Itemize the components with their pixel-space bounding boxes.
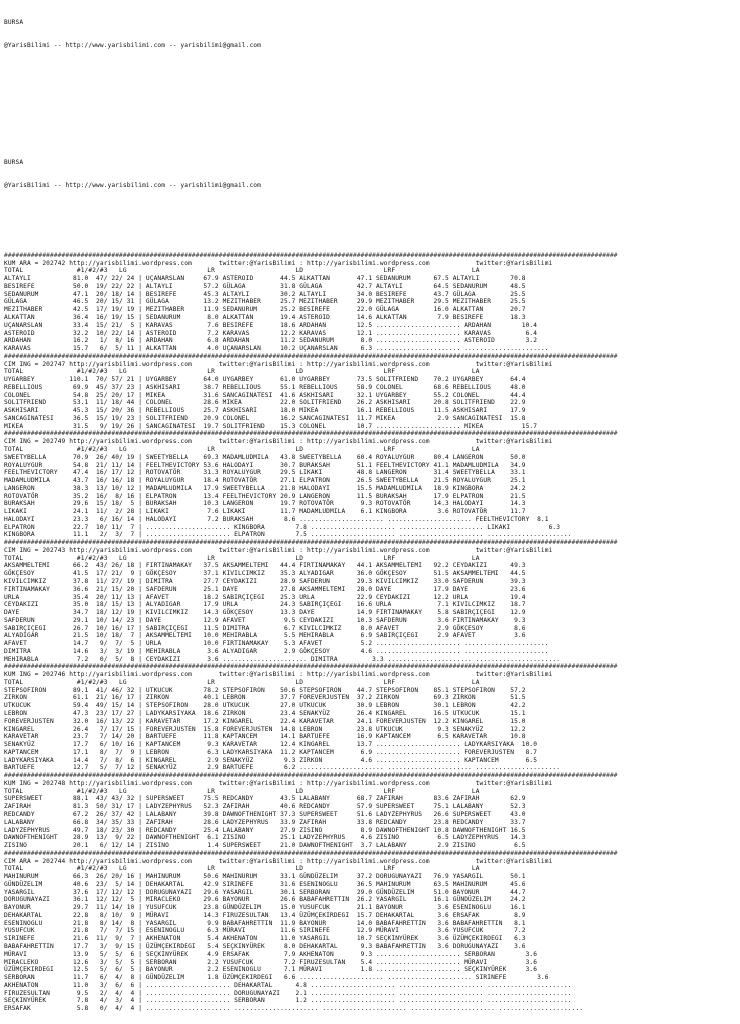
column-header: TOTAL #1/#2/#3 LG LR LD LRF LA	[4, 787, 480, 795]
table-row: LALABANY 66.8 34/ 35/ 33 | ZAFIRAH 28.6 LADYZEPHYRUS 33.9 ZAFIRAH 33.8 REDCANDY 23.8 REDCANDY 33.7	[4, 818, 526, 826]
table-row: SEDANURUM 47.1 20/ 18/ 14 | BESIREFE 45.3 ALTAYLI 30.2 ALTAYLI 34.0 BESIREFE 43.7 GÜLAGA 25.5	[4, 290, 526, 298]
blank-line	[4, 65, 618, 73]
table-row: CEYDAKIZI 35.0 18/ 15/ 13 | ALYADIGAR 17.9 URLA 24.3 SABIRÇIÇEGI 16.6 URLA 7.1 KIVILCIMKIZ 18.7	[4, 601, 526, 609]
table-row: ARDAHAN 16.2 1/ 8/ 16 | ARDAHAN 6.8 ARDAHAN 11.2 SEDANURUM 8.0 ...................... ASTEROID 3.2	[4, 337, 538, 345]
table-row: KAPTANCEM 17.1 8/ 7/ 9 | LEBRON 6.3 LADYKARSIYAKA 11.2 KAPTANCEM 6.9 ...................... FOREVERJUSTEN 8.7	[4, 748, 538, 756]
header-contact: @YarisBilimi -- http://www.yarisbilimi.com -- yarisbilimi@gmail.com	[4, 41, 261, 49]
table-row: AKSAMMELTEMI 66.2 43/ 26/ 18 | FIRTINAMAKAY 37.5 AKSAMMELTEMI 44.4 FIRTINAMAKAY 44.1 AKSAMMELTEMI 92.2 CEYDAKIZI 49.3	[4, 562, 526, 570]
table-row: AKHENATON 11.0 3/ 6/ 6 | ...................... DEHAKARTAL 4.8 ...................... ...................... ......................	[4, 981, 572, 989]
table-row: REBELLIOUS 69.9 45/ 37/ 23 | ASKHISARI 38.7 REBELLIOUS 55.1 REBELLIOUS 58.9 COLONEL 68.6 REBELLIOUS 48.0	[4, 383, 526, 391]
table-row: MEZITHABER 42.5 17/ 19/ 19 | MEZITHABER 11.9 SEDANURUM 25.2 BESIREFE 22.0 GÜLAGA 16.0 ALKATTAN 20.7	[4, 306, 526, 314]
table-row: GÖKÇESOY 41.5 17/ 21/ 9 | GÖKÇESOY 37.1 KIVILCIMKIZ 35.3 ALYADIGAR 36.0 GÖKÇESOY 51.5 AKSAMMELTEMI 44.5	[4, 570, 526, 578]
table-row: ROTOVATÖR 35.2 16/ 8/ 16 | ELPATRON 13.4 FEELTHEVICTORY 20.9 LANGERON 11.5 BURAKSAH 17.9 ELPATRON 21.5	[4, 492, 526, 500]
table-row: DORUGUNAYAZI 36.1 12/ 12/ 5 | MIRACLEKO 29.6 BAYONUR 26.6 BABAFAHRETTIN 26.2 YASARGIL 16.1 GÜNDÜZELIM 24.2	[4, 896, 526, 904]
table-row: ÜZÜMÇEKIRDEGI 12.5 5/ 6/ 5 | BAYONUR 2.2 ESENINOGLU 7.1 MÜRAVI 1.8 ...................... SEÇKINYÜREK 3.6	[4, 966, 538, 974]
race-block	[4, 353, 618, 431]
table-row: BESIREFE 50.0 19/ 22/ 22 | ALTAYLI 57.2 GÜLAGA 31.8 GÜLAGA 42.7 ALTAYLI 64.5 SEDANURUM 48.5	[4, 282, 526, 290]
races-container	[4, 252, 618, 1013]
race-block	[4, 850, 618, 1013]
table-row: SIRINEFE 21.6 11/ 9/ 7 | AKHENATON 5.4 AKHENATON 11.0 YASARGIL 10.7 SEÇKINYÜREK 3.6 ÜZÜMÇEKIRDEGI 6.3	[4, 935, 526, 943]
table-row: SERBORAN 11.7 6/ 4/ 8 | GÜNDÜZELIM 1.8 ÜZÜMÇEKIRDEGI 6.6 ...................... ...................... SIRINEFE 3.6	[4, 974, 549, 982]
table-row: SANCAGINATESI 36.5 15/ 19/ 23 | SOLITFRIEND 20.9 COLONEL 16.2 SANCAGINATESI 11.7 MIKEA 2.9 SANCAGINATESI 15.8	[4, 414, 526, 422]
separator-line: ################################################################################################################################################################	[4, 251, 618, 259]
table-row: LADYZEPHYRUS 49.7 18/ 23/ 30 | REDCANDY 25.4 LALABANY 27.9 ZISINO 8.9 DAWNOFTHENIGHT 10.8 DAWNOFTHENIGHT 16.5	[4, 826, 526, 834]
separator-line: ################################################################################################################################################################	[4, 663, 618, 671]
column-header: TOTAL #1/#2/#3 LG LR LD LRF LA	[4, 865, 480, 873]
race-title: CIM ING = 202743 http://yarisbilimi.wordpress.com twitter:@YarisBilimi : http://yarisbilimi.wordpress.com twitter:@YarisBilimi	[4, 546, 553, 554]
table-row: MÜRAVI 13.9 5/ 5/ 6 | SEÇKINYÜREK 4.9 ERSAFAK 7.9 AKHENATON 9.3 ...................... SERBORAN 3.6	[4, 950, 538, 958]
table-row: STEPSOFIRON 89.1 41/ 46/ 32 | UTKUCUK 78.2 STEPSOFIRON 50.6 STEPSOFIRON 44.7 STEPSOFIRON 85.1 STEPSOFIRON 57.2	[4, 686, 526, 694]
table-row: ESENINOGLU 21.8 8/ 14/ 8 | YASARGIL 9.9 BABAFAHRETTIN 11.9 BAYONUR 14.0 BABAFAHRETTIN 3.6 BABAFAHRETTIN 8.1	[4, 919, 526, 927]
blank-line	[4, 229, 618, 237]
column-header: TOTAL #1/#2/#3 LG LR LD LRF LA	[4, 368, 480, 376]
race-block	[4, 772, 618, 850]
table-row: HALODAYI 23.3 6/ 16/ 14 | HALODAYI 7.2 BURAKSAH 8.6 ...................... ...................... FEELTHEVICTORY 8.1	[4, 515, 549, 523]
table-row: ASTEROID 32.2 10/ 22/ 14 | ASTEROID 7.2 KARAVAS 12.2 KARAVAS 12.1 ...................... KARAVAS 6.4	[4, 329, 538, 337]
separator-line: ################################################################################################################################################################	[4, 539, 618, 547]
table-row: YASARGIL 37.6 17/ 12/ 12 | DORUGUNAYAZI 29.6 YASARGIL 30.1 SERBORAN 29.0 GÜNDÜZELIM 51.0 BAYONUR 44.7	[4, 888, 526, 896]
race-block	[4, 252, 618, 353]
table-row: URLA 35.4 20/ 11/ 13 | AFAVET 18.2 SABIRÇIÇEGI 25.3 URLA 22.9 CEYDAKIZI 12.2 URLA 19.4	[4, 593, 526, 601]
table-row: GÜLAGA 46.5 20/ 15/ 31 | GÜLAGA 13.2 MEZITHABER 25.7 MEZITHABER 29.9 MEZITHABER 29.5 MEZITHABER 25.5	[4, 298, 526, 306]
table-row: SOLITFRIEND 53.1 11/ 18/ 44 | COLONEL 28.6 MIKEA 22.0 SOLITFRIEND 26.2 ASKHISARI 20.8 SOLITFRIEND 22.9	[4, 399, 526, 407]
header-name: BURSA	[4, 18, 24, 26]
table-row: GÜNDÜZELIM 40.6 23/ 5/ 14 | DEHAKARTAL 42.9 SIRINEFE 31.6 ESENINOGLU 36.5 MAHINURUM 63.5 MAHINURUM 45.6	[4, 880, 526, 888]
table-row: DAWNOFTHENIGHT 28.9 13/ 9/ 22 | DAWNOFTHENIGHT 6.1 ZISINO 25.1 LADYZEPHYRUS 4.6 ZISINO 6.5 LADYZEPHYRUS 14.3	[4, 834, 526, 842]
table-row: MIRACLEKO 12.6 3/ 5/ 5 | SERBORAN 2.2 YUSUFCUK 7.2 FIRUZESULTAN 5.4 ...................... MÜRAVI 3.6	[4, 958, 538, 966]
column-header: TOTAL #1/#2/#3 LG LR LD LRF LA	[4, 554, 480, 562]
race-title: KUM ARA = 202742 http://yarisbilimi.wordpress.com twitter:@YarisBilimi : http://yarisbilimi.wordpress.com twitter:@YarisBilimi	[4, 259, 553, 267]
table-row: FIRUZESULTAN 9.5 2/ 4/ 4 | ...................... DORUGUNAYAZI 2.1 ...................... ...................... ......................	[4, 989, 572, 997]
table-row: MEHIRABLA 7.2 0/ 5/ 8 | CEYDAKIZI 3.6 ...................... DIMITRA 3.3 ...................... ......................	[4, 655, 561, 663]
table-row: ALKATTAN 36.4 16/ 19/ 15 | SEDANURUM 8.0 ALKATTAN 19.4 ASTEROID 14.6 ALKATTAN 7.9 BESIREFE 18.3	[4, 313, 526, 321]
table-row: COLONEL 54.8 25/ 20/ 17 | MIKEA 31.6 SANCAGINATESI 41.6 ASKHISARI 32.1 UYGARBEY 55.2 COLONEL 44.4	[4, 391, 526, 399]
race-title: CIM ING = 202747 http://yarisbilimi.wordpress.com twitter:@YarisBilimi : http://yarisbilimi.wordpress.com twitter:@YarisBilimi	[4, 360, 553, 368]
table-row: FEELTHEVICTORY 47.4 16/ 17/ 12 | ROTOVATÖR 31.3 ROYALUYGUR 29.5 LIKAKI 48.8 LANGERON 31.4 SWEETYBELLA 33.1	[4, 469, 526, 477]
separator-line: ################################################################################################################################################################	[4, 352, 618, 360]
table-row: ZIRKON 61.1 21/ 16/ 17 | ZIRKON 40.1 LEBRON 37.7 FOREVERJUSTEN 37.2 ZIRKON 69.3 ZIRKON 51.5	[4, 694, 526, 702]
race-stats-document	[4, 3, 618, 1021]
table-row: KARAVETAR 23.7 7/ 14/ 20 | BARTUEFE 11.8 KAPTANCEM 14.1 BARTUEFE 16.9 KAPTANCEM 6.5 KARAVETAR 10.8	[4, 733, 526, 741]
table-row: YUSUFCUK 21.8 7/ 7/ 15 | ESENINOGLU 6.3 MÜRAVI 11.6 SIRINEFE 12.9 MÜRAVI 3.6 YUSUFCUK 7.2	[4, 927, 526, 935]
table-row: FIRTINAMAKAY 36.6 21/ 15/ 20 | SAFDERUN 25.1 DAYE 27.8 AKSAMMELTEMI 28.0 DAYE 17.9 DAYE 23.6	[4, 585, 526, 593]
table-row: LANGERON 38.3 13/ 10/ 12 | MADAMLUDMILA 17.9 SWEETYBELLA 21.8 HALODAYI 15.5 MADAMLUDMILA 18.9 KINGBORA 24.2	[4, 484, 526, 492]
table-row: ELPATRON 22.7 10/ 11/ 7 | ...................... KINGBORA 7.8 ...................... ...................... LIKAKI 6.3	[4, 523, 561, 531]
header-contact-repeat: @YarisBilimi -- http://www.yarisbilimi.com -- yarisbilimi@gmail.com	[4, 181, 261, 189]
table-row: UTKUCUK 59.4 49/ 15/ 14 | STEPSOFIRON 28.0 UTKUCUK 27.0 UTKUCUK 30.9 LEBRON 30.1 LEBRON 42.2	[4, 702, 526, 710]
blank-line	[4, 135, 618, 143]
table-row: BABAFAHRETTIN 17.7 3/ 9/ 15 | ÜZÜMÇEKIRDEGI 5.4 SEÇKINYÜREK 8.0 DEHAKARTAL 9.3 BABAFAHRETTIN 3.6 DORUGUNAYAZI 3.6	[4, 942, 526, 950]
race-block	[4, 663, 618, 772]
table-row: MAHINURUM 66.3 26/ 20/ 16 | MAHINURUM 50.6 MAHINURUM 33.1 GÜNDÜZELIM 37.2 DORUGUNAYAZI 76.9 YASARGIL 50.1	[4, 873, 526, 881]
table-row: DAYE 34.7 18/ 12/ 19 | KIVILCIMKIZ 14.3 GÖKÇESOY 13.3 DAYE 14.9 FIRTINAMAKAY 5.8 SABIRÇIÇEGI 12.9	[4, 609, 526, 617]
race-block	[4, 430, 618, 539]
table-row: AFAVET 14.7 9/ 7/ 5 | URLA 10.0 FIRTINAMAKAY 5.3 AFAVET 5.2 ...................... ......................	[4, 640, 549, 648]
table-row: SUPERSWEET 88.1 43/ 43/ 32 | SUPERSWEET 75.5 REDCANDY 43.5 LALABANY 68.7 ZAFIRAH 83.6 ZAFIRAH 62.9	[4, 795, 526, 803]
race-title: KUM ING = 202746 http://yarisbilimi.wordpress.com twitter:@YarisBilimi : http://yarisbilimi.wordpress.com twitter:@YarisBilimi	[4, 671, 553, 679]
table-row: REDCANDY 67.2 26/ 37/ 42 | LALABANY 39.8 DAWNOFTHENIGHT 37.3 SUPERSWEET 51.6 LADYZEPHYRUS 26.6 SUPERSWEET 43.0	[4, 810, 526, 818]
table-row: ZISINO 20.1 6/ 12/ 14 | ZISINO 1.4 SUPERSWEET 21.0 DAWNOFTHENIGHT 3.7 LALABANY 2.9 ZISINO 6.5	[4, 842, 526, 850]
table-row: UYGARBEY 110.1 70/ 57/ 21 | UYGARBEY 64.0 UYGARBEY 61.0 UYGARBEY 73.5 SOLITFRIEND 70.2 UYGARBEY 64.4	[4, 376, 526, 384]
table-row: SEÇKINYÜREK 7.8 4/ 3/ 4 | ...................... SERBORAN 1.2 ...................... ...................... ......................	[4, 997, 572, 1005]
blank-line	[4, 205, 618, 213]
table-row: SWEETYBELLA 70.9 26/ 40/ 19 | SWEETYBELLA 69.3 MADAMLUDMILA 43.8 SWEETYBELLA 60.4 ROYALUYGUR 80.4 LANGERON 50.0	[4, 453, 526, 461]
table-row: DEHAKARTAL 22.8 8/ 10/ 9 | MÜRAVI 14.3 FIRUZESULTAN 13.4 ÜZÜMÇEKIRDEGI 15.7 DEHAKARTAL 3.6 ERSAFAK 8.9	[4, 911, 526, 919]
table-row: KARAVAS 15.7 6/ 5/ 11 | ALKATTAN 4.0 UÇANARSLAN 10.2 UÇANARSLAN 6.3 ...................... ......................	[4, 345, 549, 353]
table-row: KINGBORA 11.1 2/ 3/ 7 | ...................... ELPATRON 7.5 ...................... ...................... ......................	[4, 531, 572, 539]
table-row: LIKAKI 24.1 11/ 2/ 28 | LIKAKI 7.6 LIKAKI 11.7 MADAMLUDMILA 6.1 KINGBORA 3.6 ROTOVATÖR 11.7	[4, 508, 526, 516]
separator-line: ################################################################################################################################################################	[4, 430, 618, 438]
table-row: ASKHISARI 45.3 15/ 20/ 36 | REBELLIOUS 25.7 ASKHISARI 18.0 MIKEA 16.1 REBELLIOUS 11.5 ASKHISARI 17.9	[4, 407, 526, 415]
table-row: FOREVERJUSTEN 32.0 16/ 13/ 22 | KARAVETAR 17.2 KINGAREL 22.4 KARAVETAR 24.1 FOREVERJUSTEN 12.2 KINGAREL 15.0	[4, 717, 526, 725]
table-row: MADAMLUDMILA 43.7 16/ 16/ 18 | ROYALUYGUR 18.4 ROTOVATÖR 27.1 ELPATRON 26.5 SWEETYBELLA 21.5 ROYALUYGUR 25.1	[4, 477, 526, 485]
table-row: ZAFIRAH 81.3 50/ 31/ 17 | LADYZEPHYRUS 52.3 ZAFIRAH 40.6 REDCANDY 57.9 SUPERSWEET 75.1 LALABANY 52.3	[4, 803, 526, 811]
header-name-repeat: BURSA	[4, 158, 24, 166]
table-row: SABIRÇIÇEGI 26.7 10/ 16/ 17 | SABIRÇIÇEGI 11.5 DIMITRA 6.7 KIVILCIMKIZ 8.0 AFAVET 2.9 GÖKÇESOY 8.6	[4, 624, 526, 632]
race-title: CIM ING = 202749 http://yarisbilimi.wordpress.com twitter:@YarisBilimi : http://yarisbilimi.wordpress.com twitter:@YarisBilimi	[4, 438, 553, 446]
table-row: LEBRON 47.3 23/ 17/ 27 | LADYKARSIYAKA 18.6 ZIRKON 23.4 SENAKYÜZ 26.4 KINGAREL 16.5 UTKUCUK 15.1	[4, 710, 526, 718]
race-title: KUM ING = 202748 http://yarisbilimi.wordpress.com twitter:@YarisBilimi : http://yarisbilimi.wordpress.com twitter:@YarisBilimi	[4, 779, 553, 787]
table-row: BAYONUR 29.7 11/ 14/ 10 | YUSUFCUK 23.8 GÜNDÜZELIM 15.0 YUSUFCUK 21.1 BAYONUR 3.6 ESENINOGLU 16.1	[4, 904, 526, 912]
table-row: MIKEA 31.5 9/ 19/ 26 | SANCAGINATESI 19.7 SOLITFRIEND 15.3 COLONEL 10.7 ...................... MIKEA 15.7	[4, 422, 538, 430]
column-header: TOTAL #1/#2/#3 LG LR LD LRF LA	[4, 267, 480, 275]
column-header: TOTAL #1/#2/#3 LG LR LD LRF LA	[4, 445, 480, 453]
separator-line: ################################################################################################################################################################	[4, 849, 618, 857]
table-row: BARTUEFE 12.7 5/ 7/ 12 | SENAKYÜZ 2.9 BARTUEFE 6.2 ...................... ...................... ......................	[4, 764, 561, 772]
table-row: SAFDERUN 29.1 10/ 14/ 23 | DAYE 12.9 AFAVET 9.5 CEYDAKIZI 10.3 SAFDERUN 3.6 FIRTINAMAKAY 9.3	[4, 616, 526, 624]
table-row: ROYALUYGUR 54.8 21/ 11/ 14 | FEELTHEVICTORY 53.6 HALODAYI 30.7 BURAKSAH 51.1 FEELTHEVICTORY 41.1 MADAMLUDMILA 34.9	[4, 461, 526, 469]
table-row: ERSAFAK 5.8 0/ 4/ 4 | ...................... ...................... ...................... ...................... ......................	[4, 1005, 584, 1013]
table-row: UÇANARSLAN 33.4 15/ 21/ 5 | KARAVAS 7.6 BESIREFE 18.6 ARDAHAN 12.5 ...................... ARDAHAN 10.4	[4, 321, 538, 329]
table-row: KINGAREL 26.4 7/ 17/ 15 | FOREVERJUSTEN 15.8 FOREVERJUSTEN 14.8 LEBRON 23.8 UTKUCUK 9.3 SENAKYÜZ 12.2	[4, 725, 526, 733]
table-row: ALTAYLI 81.0 47/ 22/ 24 | UÇANARSLAN 67.9 ASTEROID 44.5 ALKATTAN 47.1 SEDANURUM 67.5 ALTAYLI 70.8	[4, 275, 526, 283]
blank-line	[4, 89, 618, 97]
race-title: CIM ARA = 202744 http://yarisbilimi.wordpress.com twitter:@YarisBilimi : http://yarisbilimi.wordpress.com twitter:@YarisBilimi	[4, 857, 553, 865]
table-row: ALYADIGAR 21.5 10/ 18/ 7 | AKSAMMELTEMI 10.0 MEHIRABLA 5.5 MEHIRABLA 6.9 SABIRÇIÇEGI 2.9 AFAVET 3.6	[4, 632, 526, 640]
table-row: KIVILCIMKIZ 37.8 11/ 27/ 19 | DIMITRA 27.7 CEYDAKIZI 28.9 SAFDERUN 29.3 KIVILCIMKIZ 33.0 SAFDERUN 39.3	[4, 578, 526, 585]
race-block	[4, 539, 618, 663]
table-row: SENAKYÜZ 17.7 6/ 10/ 16 | KAPTANCEM 9.3 KARAVETAR 12.4 KINGAREL 13.7 ...................... LADYKARSIYAKA 10.0	[4, 741, 538, 749]
separator-line: ################################################################################################################################################################	[4, 772, 618, 780]
table-row: BURAKSAH 29.6 15/ 18/ 5 | BURAKSAH 10.3 LANGERON 19.7 ROTOVATÖR 9.3 ROTOVATÖR 14.3 HALODAYI 14.3	[4, 500, 526, 508]
column-header: TOTAL #1/#2/#3 LG LR LD LRF LA	[4, 678, 480, 686]
table-row: LADYKARSIYAKA 14.4 7/ 8/ 6 | KINGAREL 2.9 SENAKYÜZ 9.3 ZIRKON 4.6 ...................... KAPTANCEM 6.5	[4, 756, 538, 764]
blank-line	[4, 112, 618, 120]
table-row: DIMITRA 14.6 3/ 3/ 19 | MEHIRABLA 3.6 ALYADIGAR 2.9 GÖKÇESOY 4.6 ...................... ......................	[4, 647, 549, 655]
